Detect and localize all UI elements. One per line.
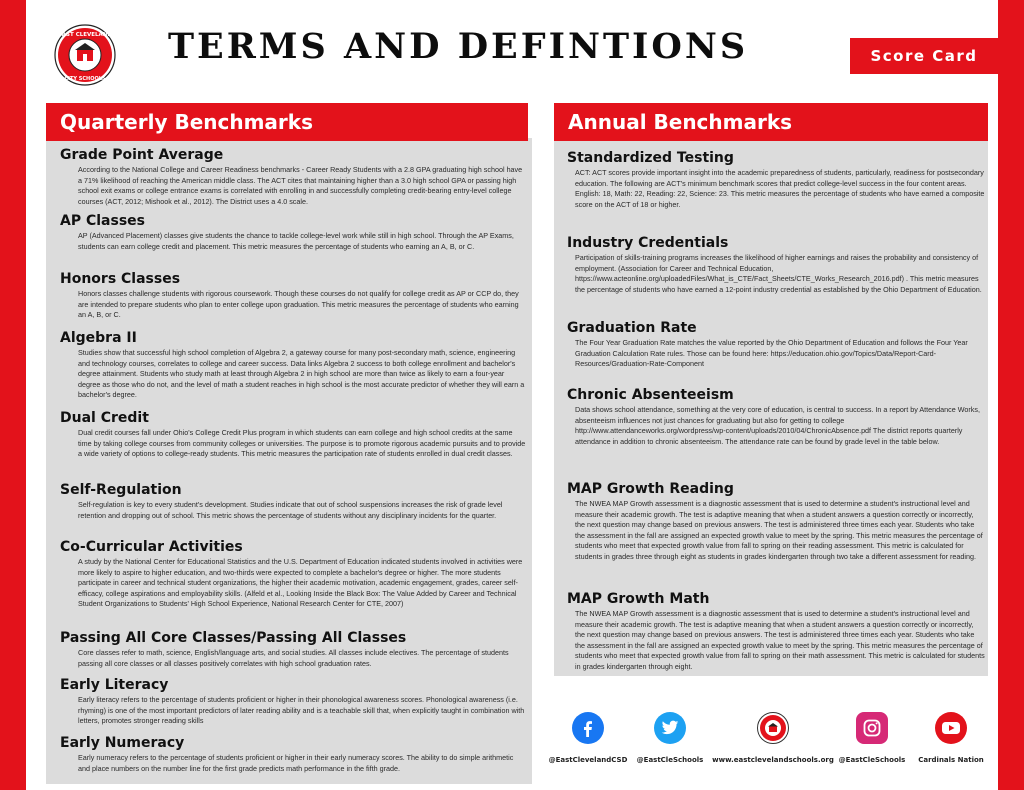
social-label: @EastClevelandCSD bbox=[548, 756, 628, 764]
district-logo bbox=[54, 24, 116, 86]
social-label: @EastCleSchools bbox=[838, 756, 906, 764]
section-body: Studies show that successful high school completion of Algebra 2, a gateway course for many post-secondary math, science, engineering and technology courses, correlates to college and career success. Data links Algebra 2 success to both college enrollment and bachelor's degree attainment. Students who study math at least through Algebra 2 in high school are more than twice as likely to earn a four-year degree as those who do not, and the level of math a student reaches in high school is the most accurate predictor of whether they will earn a bachelor's degree. bbox=[78, 348, 525, 400]
section-standardized-testing bbox=[567, 150, 985, 210]
section-title: Passing All Core Classes/Passing All Classes bbox=[60, 630, 407, 646]
section-title: Early Literacy bbox=[60, 677, 169, 693]
section-honors-classes bbox=[60, 271, 526, 321]
social-label: Cardinals Nation bbox=[918, 756, 984, 764]
instagram-icon[interactable] bbox=[856, 712, 888, 744]
section-title: Grade Point Average bbox=[60, 147, 224, 163]
section-graduation-rate bbox=[567, 320, 985, 370]
section-title: Algebra II bbox=[60, 330, 137, 346]
section-chronic-absenteeism bbox=[567, 387, 985, 447]
section-industry-credentials bbox=[567, 235, 985, 295]
section-body: AP (Advanced Placement) classes give students the chance to tackle college-level work while still in high school. Through the AP Exams, students can earn college credit and placement. This metric measures the percentage of students who earning an A, B, or C. bbox=[78, 231, 514, 251]
section-early-numeracy bbox=[60, 735, 526, 774]
section-body: According to the National College and Career Readiness benchmarks - Career Ready Students with a 2.8 GPA graduating high school have a 71% likelihood of reaching the American middle class. The ACT cites that maintaining higher than a 3.0 high school GPA or passing high school exit exams or college entrance exams is correlated with enrolling in and successfully completing credit-bearing entry-level college courses (ACT, 2012; Mishook et al., 2012). The District uses a 4.0 scale. bbox=[78, 165, 523, 206]
annual-heading: Annual Benchmarks bbox=[554, 103, 988, 141]
section-title: MAP Growth Math bbox=[567, 591, 710, 607]
quarterly-heading: Quarterly Benchmarks bbox=[46, 103, 528, 141]
section-title: Early Numeracy bbox=[60, 735, 185, 751]
section-early-literacy bbox=[60, 677, 526, 727]
youtube-icon[interactable] bbox=[935, 712, 967, 744]
twitter-icon[interactable] bbox=[654, 712, 686, 744]
right-red-border bbox=[998, 0, 1024, 790]
facebook-icon[interactable] bbox=[572, 712, 604, 744]
social-youtube[interactable] bbox=[891, 712, 1011, 764]
page-title: TERMS AND DEFINTIONS bbox=[168, 26, 749, 67]
school-logo-icon[interactable] bbox=[757, 712, 789, 744]
logo-text-bottom: CITY SCHOOLS bbox=[64, 76, 106, 82]
section-body: Core classes refer to math, science, English/language arts, and social studies. All classes include electives. The percentage of students passing all core classes or all classes positively correlates with high school graduation rates. bbox=[78, 648, 509, 668]
section-map-growth-reading bbox=[567, 481, 985, 563]
section-co-curricular bbox=[60, 539, 526, 610]
scorecard-badge: Score Card bbox=[850, 38, 998, 74]
section-passing-classes bbox=[60, 630, 526, 669]
section-body: Honors classes challenge students with rigorous coursework. Though these courses do not qualify for college credit as AP or CCP do, they are intended to prepare students who plan to enter college upon graduation. This metric measures the percentage of students who earning an A, B, or C. bbox=[78, 289, 519, 320]
section-body: Self-regulation is key to every student's development. Studies indicate that out of school suspensions increases the risk of grade level retention and dropping out of school. This metric shows the percentage of students without any disciplinary incidents for the quarter. bbox=[78, 500, 503, 520]
section-title: Dual Credit bbox=[60, 410, 149, 426]
section-ap-classes bbox=[60, 213, 526, 252]
section-body: Early numeracy refers to the percentage of students proficient or higher in their early numeracy scores. The ability to do simple arithmetic and place numbers on the number line for the first grade predicts math performance in the fifth grade. bbox=[78, 753, 514, 773]
section-gpa bbox=[60, 147, 526, 207]
section-title: Industry Credentials bbox=[567, 235, 729, 251]
section-title: Chronic Absenteeism bbox=[567, 387, 734, 403]
section-self-regulation bbox=[60, 482, 526, 521]
section-title: Co-Curricular Activities bbox=[60, 539, 243, 555]
section-body: Participation of skills-training programs increases the likelihood of higher earnings and raises the probability and consistency of employment. (Association for Career and Technical Education, https://www.acteonline.org/uploadedFiles/What_is_CTE/Fact_Sheets/CTE_Works_Research_2016.pdf) . This metric measures the percentage of students who have earned a 12-point industry credential as established by the Ohio Department of Education. bbox=[575, 253, 982, 294]
section-title: Graduation Rate bbox=[567, 320, 697, 336]
logo-text-top: EAST CLEVELAND bbox=[58, 32, 112, 38]
section-body: ACT: ACT scores provide important insight into the academic preparedness of students, particularly, readiness for postsecondary education. The following are ACT's minimum benchmark scores that predict college-level success in the four content areas. English: 18, Math: 22, Reading: 22, Science: 23. This metric measures the percentage of students who have earned a composite score on the ACT of 18 or higher. bbox=[575, 168, 985, 209]
section-body: Data shows school attendance, something at the very core of education, is central to success. In a report by Attendance Works, absenteeism influences not just chances for graduating but also for getting to college http://www.attendanceworks.org/wordpress/wp-content/uploads/2010/04/ChronicAbsence.pdf The district reports quarterly attendance in addition to chronic absenteeism. The attendance rate can be found by grade level in the table below. bbox=[575, 405, 980, 446]
section-body: Early literacy refers to the percentage of students proficient or higher in their phonological awareness scores. Phonological awareness (i.e. rhyming) is one of the most important predictors of later reading ability and is a teachable skill that, when explicitly taught in combination with letters, promotes stronger reading skills bbox=[78, 695, 525, 726]
left-red-border bbox=[0, 0, 26, 790]
section-body: Dual credit courses fall under Ohio's College Credit Plus program in which students can earn college and high school credits at the same time by taking college courses from community colleges or universities. The purpose is to promote rigorous academic pursuits and to provide a wide variety of options to college-ready students. This metric measures the participation rate of students enrolled in dual credit classes. bbox=[78, 428, 526, 459]
social-label: @EastCleSchools bbox=[636, 756, 704, 764]
section-body: The Four Year Graduation Rate matches the value reported by the Ohio Department of Education and follows the Four Year Graduation Calculation Rate rules. Those can be found here: https://education.ohio.gov/Topics/Data/Report-Card-Resources/Graduation-Rate-Component bbox=[575, 338, 968, 369]
section-title: Honors Classes bbox=[60, 271, 181, 287]
section-title: AP Classes bbox=[60, 213, 145, 229]
section-title: Standardized Testing bbox=[567, 150, 734, 166]
section-body: A study by the National Center for Educational Statistics and the U.S. Department of Education indicated students involved in activities were more likely to aspire to higher education, and two-thirds were expected to complete a bachelor's degree or higher. The more students participate in career and technical student organizations, the higher their academic motivation, academic engagement, grades, career self-efficacy, college aspirations and employability skills. (Alfeld et al., Looking Inside the Black Box: The Value Added by Career and Technical Student Organizations to Students' High School Experience, National Research Center for CTE, 2007) bbox=[78, 557, 523, 609]
section-map-growth-math bbox=[567, 591, 985, 673]
section-title: MAP Growth Reading bbox=[567, 481, 734, 497]
section-dual-credit bbox=[60, 410, 526, 460]
section-title: Self-Regulation bbox=[60, 482, 182, 498]
social-label: www.eastclevelandschools.org bbox=[712, 756, 834, 764]
section-body: The NWEA MAP Growth assessment is a diagnostic assessment that is used to determine a student's instructional level and measure their academic growth. The test is adaptive meaning that when a student answers a question correctly or incorrectly, the next question may change based on previous answers. The test is administered three times each year. Students who take the assessment in the fall are assigned an expected growth value to meet by the spring. This metric measures the percentage of students who meet that expected growth value from fall to spring on their math assessment. This metric is calculated for students in grades kindergarten through eight. bbox=[575, 609, 985, 671]
section-algebra-ii bbox=[60, 330, 526, 401]
section-body: The NWEA MAP Growth assessment is a diagnostic assessment that is used to determine a student's instructional level and measure their academic growth. The test is adaptive meaning that when a student answers a question correctly or incorrectly, the next question may change based on previous answers. The test is administered three times each year. Students who take the assessment in the fall are assigned an expected growth value to meet by the spring. This metric measures the percentage of students who meet that expected growth value from fall to spring on their reading assessment. This metric is calculated for students in grades three through eight as students in grades kindergarten through two take a different assessment for reading. bbox=[575, 499, 983, 561]
